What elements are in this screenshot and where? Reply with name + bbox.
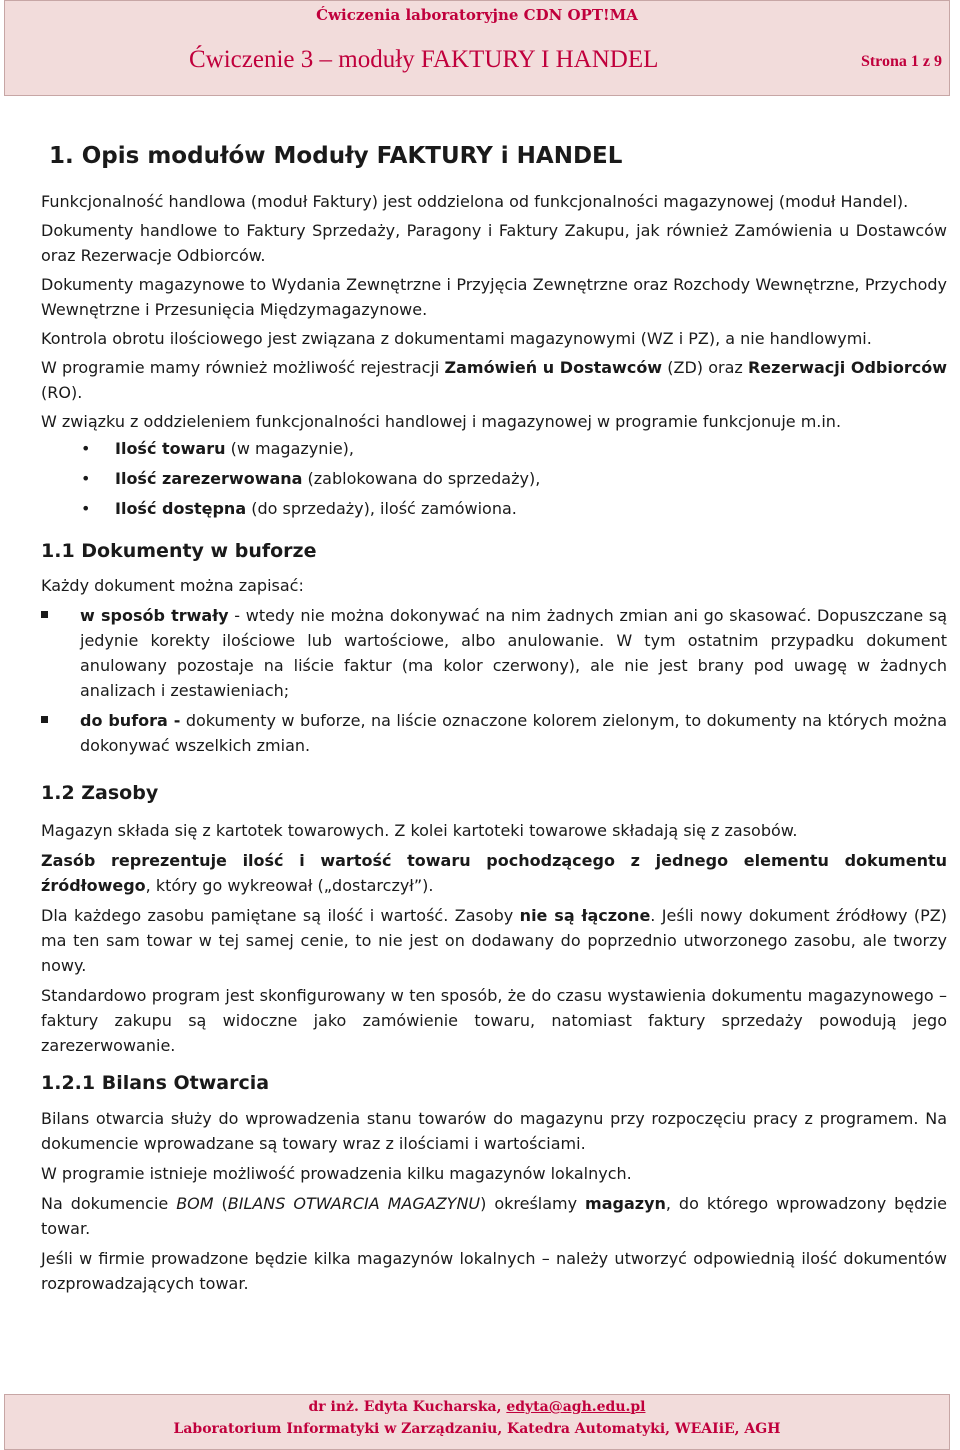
paragraph: Bilans otwarcia służy do wprowadzenia stanu towarów do magazynu przy rozpoczęciu pracy z programem. Na dokumencie wprowadzane są towary wraz z ilościami i wartościami. xyxy=(41,1109,947,1153)
section-1-2-heading: 1.2 Zasoby xyxy=(41,782,159,804)
paragraph: Na dokumencie BOM (BILANS OTWARCIA MAGAZYNU) określamy magazyn, do którego wprowadzony będzie towar. xyxy=(41,1194,947,1238)
paragraph: Dokumenty magazynowe to Wydania Zewnętrzne i Przyjęcia Zewnętrzne oraz Rozchody Wewnętrzne, Przychody Wewnętrzne i Przesunięcia Międzymagazynowe. xyxy=(41,275,947,319)
paragraph: W programie mamy również możliwość rejestracji Zamówień u Dostawców (ZD) oraz Rezerwacji Odbiorców (RO). xyxy=(41,358,947,402)
list-item: do bufora - dokumenty w buforze, na liście oznaczone kolorem zielonym, to dokumenty na których można dokonywać wszelkich zmian. xyxy=(41,708,947,758)
page-footer xyxy=(4,1394,950,1450)
list-item: w sposób trwały - wtedy nie można dokonywać na nim żadnych zmian ani go skasować. Dopuszczane są jedynie korekty ilościowe lub wartościowe, albo anulowanie. W tym ostatnim przypadku dokument anulowany pozostaje na liście faktur (ma kolor czerwony), ale nie jest brany pod uwagę w żadnych analizach i zestawieniach; xyxy=(41,603,947,703)
document-body xyxy=(41,140,947,1296)
section-1-heading: 1. Opis modułów Moduły FAKTURY i HANDEL xyxy=(49,143,623,169)
list-item: • Ilość towaru (w magazynie), xyxy=(41,434,947,464)
paragraph: Magazyn składa się z kartotek towarowych. Z kolei kartoteki towarowe składają się z zasobów. xyxy=(41,821,798,840)
list-item: • Ilość zarezerwowana (zablokowana do sprzedaży), xyxy=(41,464,947,494)
section-1-1-heading: 1.1 Dokumenty w buforze xyxy=(41,540,317,562)
page-number: Strona 1 z 9 xyxy=(860,53,942,70)
exercise-title: Ćwiczenie 3 – moduły FAKTURY I HANDEL xyxy=(189,46,659,73)
author-line: dr inż. Edyta Kucharska, edyta@agh.edu.pl xyxy=(308,1399,646,1415)
paragraph: Każdy dokument można zapisać: xyxy=(41,576,304,595)
paragraph: Zasób reprezentuje ilość i wartość towaru pochodzącego z jednego elementu dokumentu źródłowego, który go wykreował („dostarczył”). xyxy=(41,851,947,895)
list-item: • Ilość dostępna (do sprzedaży), ilość zamówiona. xyxy=(41,494,947,524)
square-bullet-list xyxy=(41,603,947,758)
paragraph: Jeśli w firmie prowadzone będzie kilka magazynów lokalnych – należy utworzyć odpowiednią ilość dokumentów rozprowadzających towar. xyxy=(41,1249,947,1293)
lab-line: Laboratorium Informatyki w Zarządzaniu, Katedra Automatyki, WEAIiE, AGH xyxy=(173,1421,781,1437)
paragraph: Standardowo program jest skonfigurowany w ten sposób, że do czasu wystawienia dokumentu magazynowego – faktury zakupu są widoczne jako zamówienie towaru, natomiast faktury sprzedaży powodują jego zarezerwowanie. xyxy=(41,986,947,1055)
paragraph: W związku z oddzieleniem funkcjonalności handlowej i magazynowej w programie funkcjonuje m.in. xyxy=(41,412,842,431)
section-1-2-1-heading: 1.2.1 Bilans Otwarcia xyxy=(41,1072,270,1094)
course-title: Ćwiczenia laboratoryjne CDN OPT!MA xyxy=(316,6,638,24)
paragraph: Dla każdego zasobu pamiętane są ilość i wartość. Zasoby nie są łączone. Jeśli nowy dokument źródłowy (PZ) ma ten sam towar w tej samej cenie, to nie jest on dodawany do poprzednio utworzonego zasobu, ale tworzy nowy. xyxy=(41,906,948,975)
email-link[interactable]: edyta@agh.edu.pl xyxy=(506,1399,646,1415)
paragraph: Kontrola obrotu ilościowego jest związana z dokumentami magazynowymi (WZ i PZ), a nie handlowymi. xyxy=(41,329,872,348)
page-header xyxy=(4,0,950,96)
paragraph: Funkcjonalność handlowa (moduł Faktury) jest oddzielona od funkcjonalności magazynowej (moduł Handel). xyxy=(41,192,909,211)
bullet-list xyxy=(41,434,947,524)
paragraph: W programie istnieje możliwość prowadzenia kilku magazynów lokalnych. xyxy=(41,1164,632,1183)
paragraph: Dokumenty handlowe to Faktury Sprzedaży, Paragony i Faktury Zakupu, jak również Zamówienia u Dostawców oraz Rezerwacje Odbiorców. xyxy=(41,221,947,265)
